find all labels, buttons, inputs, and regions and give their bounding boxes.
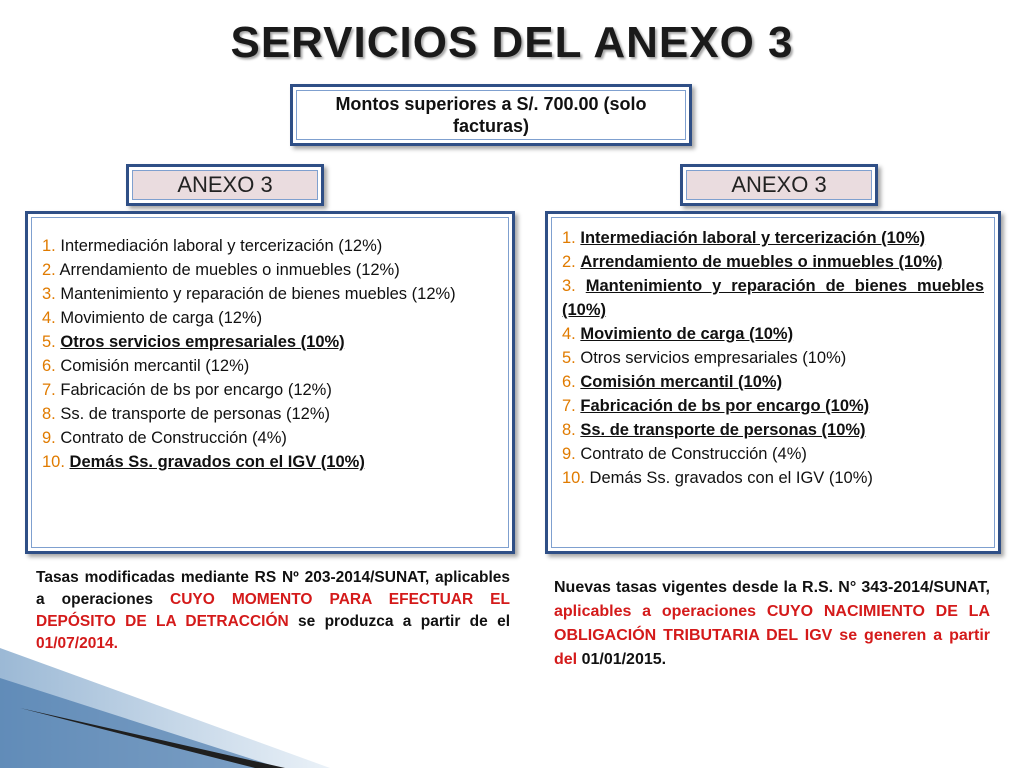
left-note-date: 01/07/2014. bbox=[36, 635, 118, 652]
list-item bbox=[42, 330, 498, 354]
list-item bbox=[562, 346, 984, 370]
right-note-date: 01/01/2015. bbox=[577, 651, 667, 668]
list-item bbox=[42, 354, 498, 378]
montos-box bbox=[290, 84, 692, 146]
list-item bbox=[42, 426, 498, 450]
item-text: Otros servicios empresariales (10%) bbox=[580, 349, 847, 367]
item-text: Demás Ss. gravados con el IGV (10%) bbox=[69, 453, 365, 471]
item-text: Intermediación laboral y tercerización (12%) bbox=[60, 237, 383, 255]
left-service-list bbox=[25, 211, 515, 554]
item-text: Demás Ss. gravados con el IGV (10%) bbox=[589, 469, 873, 487]
item-number: 9. bbox=[562, 445, 576, 463]
item-text: Otros servicios empresariales (10%) bbox=[60, 333, 345, 351]
item-text: Movimiento de carga (12%) bbox=[60, 309, 263, 327]
list-item bbox=[562, 394, 984, 418]
left-items bbox=[42, 234, 498, 474]
left-anexo-header bbox=[126, 164, 324, 206]
item-number: 10. bbox=[562, 469, 585, 487]
list-item bbox=[562, 442, 984, 466]
montos-text: Montos superiores a S/. 700.00 (solo facturas) bbox=[296, 90, 686, 140]
item-number: 10. bbox=[42, 453, 65, 471]
left-note-highlight: CUYO MOMENTO PARA EFECTUAR EL DEPÓSITO DE LA DETRACCIÓN bbox=[36, 591, 510, 630]
list-item bbox=[562, 274, 984, 322]
item-text: Contrato de Construcción (4%) bbox=[60, 429, 287, 447]
item-text: Arrendamiento de muebles o inmuebles (12%) bbox=[59, 261, 400, 279]
right-note-text: Nuevas tasas vigentes desde la R.S. N° 343-2014/SUNAT, bbox=[554, 579, 990, 596]
item-number: 2. bbox=[42, 261, 56, 279]
list-item bbox=[42, 282, 498, 306]
item-text: Intermediación laboral y tercerización (10%) bbox=[580, 229, 926, 247]
item-text: Fabricación de bs por encargo (10%) bbox=[580, 397, 870, 415]
item-number: 7. bbox=[42, 381, 56, 399]
right-items bbox=[562, 226, 984, 490]
item-number: 1. bbox=[42, 237, 56, 255]
list-item bbox=[562, 226, 984, 250]
item-number: 8. bbox=[42, 405, 56, 423]
item-text: Fabricación de bs por encargo (12%) bbox=[60, 381, 332, 399]
decorative-corner-shape bbox=[0, 638, 330, 768]
left-note-text: Tasas modificadas mediante RS Nº 203-2014/SUNAT, aplicables a operaciones bbox=[36, 569, 510, 608]
list-item bbox=[562, 250, 984, 274]
page-title: SERVICIOS DEL ANEXO 3 bbox=[230, 18, 794, 67]
item-text: Arrendamiento de muebles o inmuebles (10%) bbox=[580, 253, 943, 271]
item-text: Ss. de transporte de personas (10%) bbox=[580, 421, 866, 439]
item-text: Comisión mercantil (10%) bbox=[580, 373, 783, 391]
list-item bbox=[42, 402, 498, 426]
item-number: 5. bbox=[562, 349, 576, 367]
right-anexo-header bbox=[680, 164, 878, 206]
left-note-text-2: se produzca a partir de el bbox=[288, 613, 511, 630]
item-number: 7. bbox=[562, 397, 576, 415]
list-item bbox=[562, 418, 984, 442]
item-text: Ss. de transporte de personas (12%) bbox=[60, 405, 331, 423]
right-anexo-label: ANEXO 3 bbox=[686, 170, 872, 200]
list-item bbox=[562, 322, 984, 346]
left-anexo-label: ANEXO 3 bbox=[132, 170, 318, 200]
item-number: 2. bbox=[562, 253, 576, 271]
list-item bbox=[42, 450, 498, 474]
item-number: 4. bbox=[562, 325, 576, 343]
right-note-highlight: aplicables a operaciones CUYO NACIMIENTO DE LA OBLIGACIÓN TRIBUTARIA DEL IGV se generen a partir del bbox=[554, 603, 990, 668]
list-item bbox=[42, 234, 498, 258]
item-number: 1. bbox=[562, 229, 576, 247]
list-item bbox=[42, 258, 498, 282]
item-text: Movimiento de carga (10%) bbox=[580, 325, 794, 343]
right-service-list bbox=[545, 211, 1001, 554]
item-number: 9. bbox=[42, 429, 56, 447]
item-number: 3. bbox=[42, 285, 56, 303]
list-item bbox=[42, 378, 498, 402]
item-text: Contrato de Construcción (4%) bbox=[580, 445, 807, 463]
item-number: 4. bbox=[42, 309, 56, 327]
item-text: Mantenimiento y reparación de bienes muebles (10%) bbox=[562, 277, 984, 319]
item-text: Comisión mercantil (12%) bbox=[60, 357, 250, 375]
item-number: 6. bbox=[562, 373, 576, 391]
list-item bbox=[42, 306, 498, 330]
right-note bbox=[554, 576, 990, 672]
item-number: 8. bbox=[562, 421, 576, 439]
item-number: 3. bbox=[562, 277, 576, 295]
list-item bbox=[562, 466, 984, 490]
item-text: Mantenimiento y reparación de bienes muebles (12%) bbox=[60, 285, 456, 303]
item-number: 5. bbox=[42, 333, 56, 351]
item-number: 6. bbox=[42, 357, 56, 375]
list-item bbox=[562, 370, 984, 394]
